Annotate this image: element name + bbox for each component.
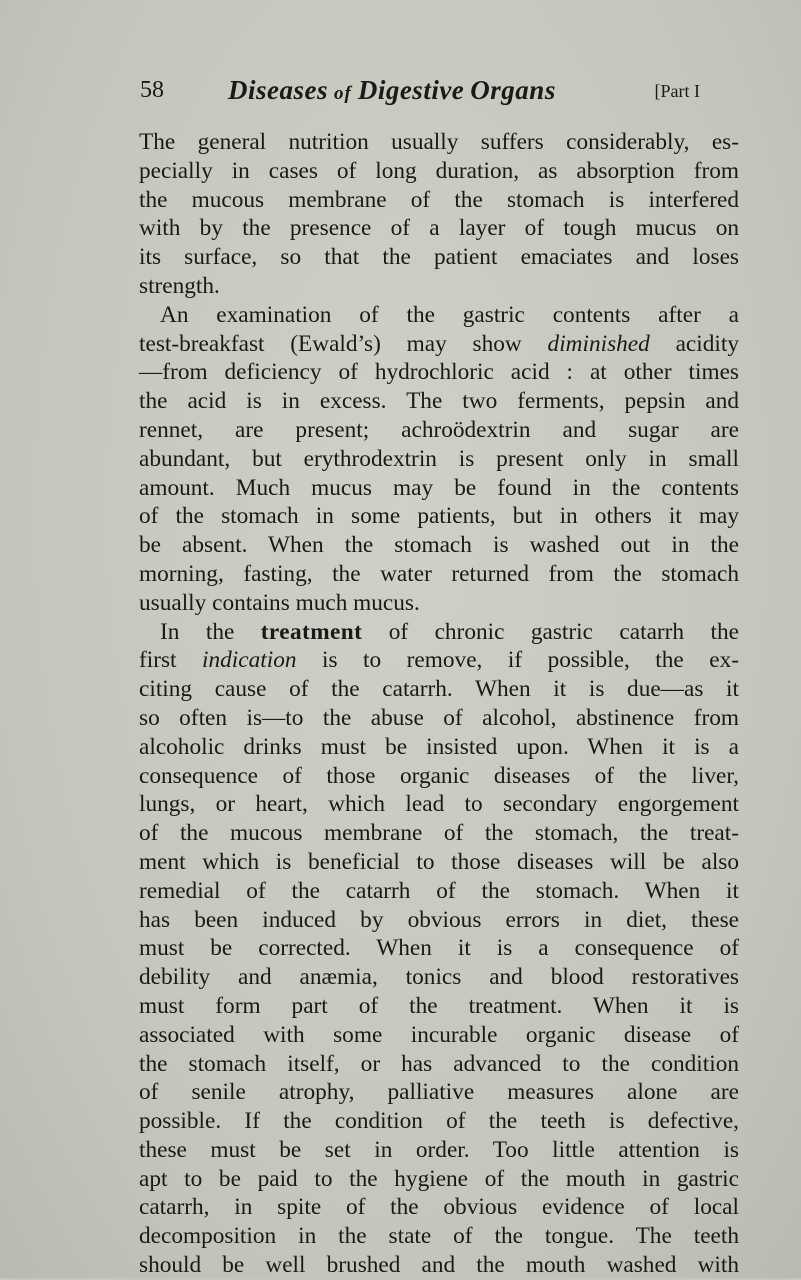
text-line: so often is—to the abuse of alcohol, abstinence from: [139, 704, 739, 731]
text-line: decomposition in the state of the tongue. The teeth: [139, 1223, 739, 1250]
text-line: possible. If the condition of the teeth is defective,: [139, 1108, 739, 1135]
running-header: [140, 75, 700, 111]
text-line: citing cause of the catarrh. When it is due—as it: [139, 676, 739, 703]
text-line: the mucous membrane of the stomach is interfered: [139, 186, 739, 213]
text-line: [139, 618, 739, 647]
text-line: abundant, but erythrodextrin is present only in small: [139, 445, 739, 472]
text-run: acidity: [649, 330, 739, 357]
text-line: usually contains much mucus.: [139, 589, 420, 616]
text-line: remedial of the catarrh of the stomach. When it: [139, 877, 739, 904]
title-word-organs: Organs: [470, 75, 556, 105]
text-run: is to remove, if possible, the ex-: [296, 647, 739, 674]
text-line: pecially in cases of long duration, as absorption from: [139, 157, 739, 184]
text-run: In the: [160, 618, 261, 645]
text-line: its surface, so that the patient emaciates and loses: [139, 244, 739, 271]
text-line: be absent. When the stomach is washed out in the: [139, 532, 739, 559]
text-line: An examination of the gastric contents after a: [160, 301, 739, 328]
text-line: [139, 330, 739, 359]
running-title: [228, 75, 562, 106]
text-run: of chronic gastric catarrh the: [362, 618, 739, 645]
text-line: ment which is beneficial to those diseases will be also: [139, 848, 739, 875]
text-line: The general nutrition usually suffers considerably, es-: [139, 129, 739, 155]
text-line: must form part of the treatment. When it is: [139, 992, 739, 1019]
text-line: lungs, or heart, which lead to secondary engorgement: [139, 791, 739, 818]
text-line: [139, 646, 739, 675]
emphasis-indication: indication: [202, 647, 297, 674]
text-line: the acid is in excess. The two ferments, pepsin and: [139, 388, 739, 415]
text-line: of senile atrophy, palliative measures alone are: [139, 1079, 739, 1106]
text-line: alcoholic drinks must be insisted upon. When it is a: [139, 733, 739, 760]
text-line: apt to be paid to the hygiene of the mouth in gastric: [139, 1165, 739, 1192]
part-label: [Part I: [654, 81, 700, 101]
text-run: first: [139, 647, 203, 674]
text-run: test-breakfast (Ewald’s) may show: [139, 330, 548, 357]
text-line: consequence of those organic diseases of the liver,: [139, 762, 739, 789]
text-line: of the stomach in some patients, but in others it may: [139, 503, 739, 530]
text-line: catarrh, in spite of the obvious evidence of local: [139, 1194, 739, 1221]
title-word-digestive: Digestive: [357, 75, 465, 105]
emphasis-treatment: treatment: [260, 618, 363, 645]
page-number: 58: [140, 77, 164, 103]
text-line: of the mucous membrane of the stomach, the treat-: [139, 820, 739, 847]
text-line: with by the presence of a layer of tough mucus on: [139, 215, 739, 242]
text-line: debility and anæmia, tonics and blood restoratives: [139, 964, 739, 991]
title-word-of: of: [334, 83, 352, 104]
text-line: rennet, are present; achroödextrin and sugar are: [139, 416, 739, 443]
text-line: strength.: [139, 272, 220, 299]
text-line: amount. Much mucus may be found in the contents: [139, 474, 739, 501]
text-line: must be corrected. When it is a consequence of: [139, 935, 739, 962]
body-text: [139, 128, 739, 1280]
text-line: has been induced by obvious errors in diet, these: [139, 906, 739, 933]
text-line: morning, fasting, the water returned from the stomach: [139, 560, 739, 587]
text-line: should be well brushed and the mouth washed with: [139, 1252, 739, 1279]
title-word-diseases: Diseases: [228, 75, 328, 105]
emphasis-diminished: diminished: [547, 330, 650, 357]
text-line: associated with some incurable organic disease of: [139, 1021, 739, 1048]
text-line: the stomach itself, or has advanced to the condition: [139, 1050, 739, 1077]
text-line: these must be set in order. Too little attention is: [139, 1136, 739, 1163]
text-line: —from deficiency of hydrochloric acid : at other times: [139, 359, 739, 386]
